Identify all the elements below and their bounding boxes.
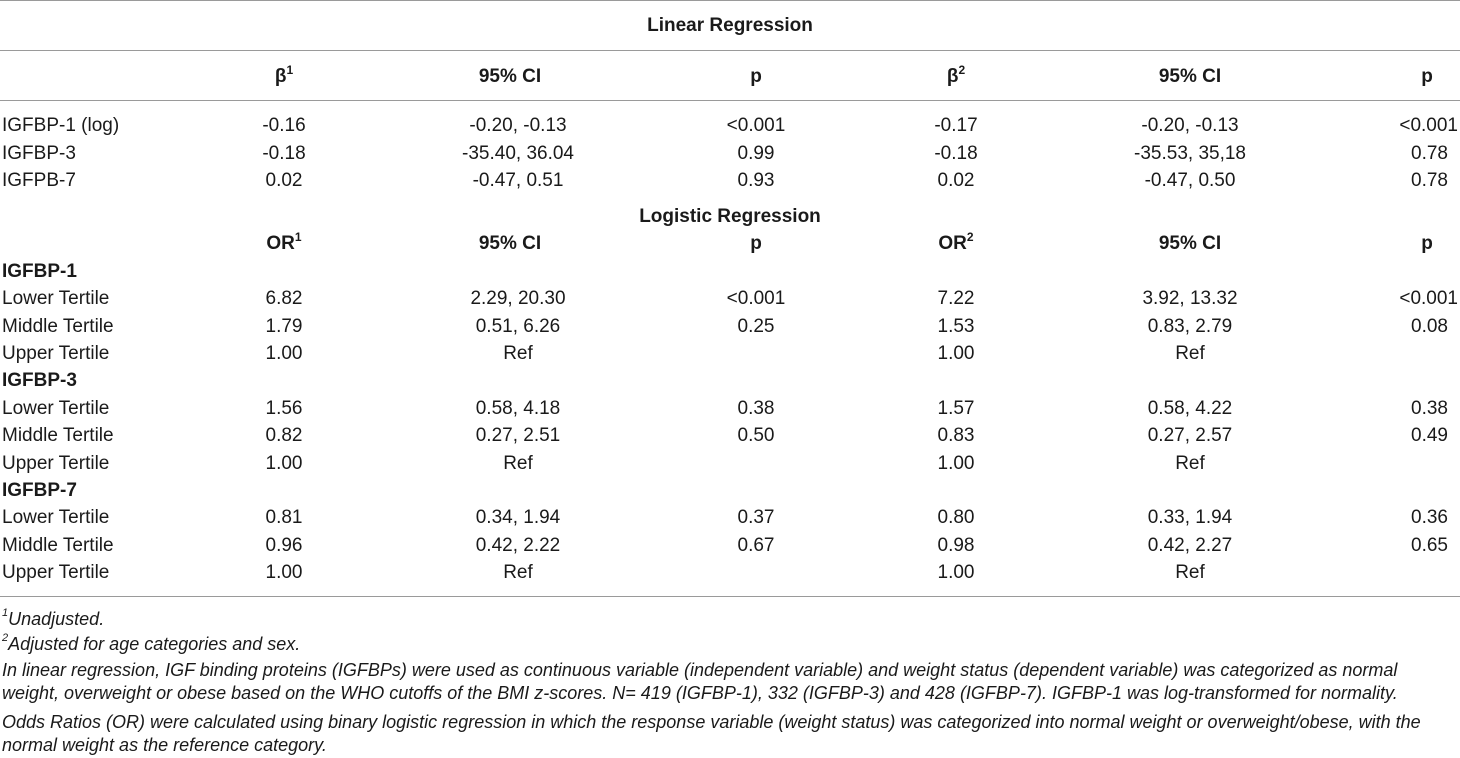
header-p2: p	[1421, 66, 1433, 87]
footnote-logistic-regression: Odds Ratios (OR) were calculated using binary logistic regression in which the response variable (weight status) was categorized into normal weight or overweight/obese, with the normal weight as the reference category.	[2, 712, 1421, 755]
cell-or1: 1.00	[265, 562, 303, 583]
cell-p2: 0.65	[1411, 535, 1448, 556]
cell-beta2: -0.17	[934, 115, 978, 136]
cell-p1: 0.67	[737, 535, 775, 556]
row-label: Upper Tertile	[2, 343, 110, 364]
group-name: IGFBP-7	[2, 480, 77, 501]
header-ci1: 95% CI	[478, 233, 542, 254]
cell-or2: 1.00	[937, 343, 975, 364]
table-top-rule	[0, 0, 1460, 1]
cell-ci1: 0.58, 4.18	[475, 398, 561, 419]
cell-ci2: 0.33, 1.94	[1147, 507, 1233, 528]
cell-p2: 0.78	[1411, 170, 1448, 191]
group-name: IGFBP-3	[2, 370, 77, 391]
header-or2: $OR^2$	[938, 229, 974, 254]
cell-beta2: 0.02	[937, 170, 975, 191]
row-label: Middle Tertile	[2, 535, 114, 556]
cell-or1: 0.81	[265, 507, 303, 528]
cell-p2: <0.001	[1399, 288, 1458, 309]
cell-ci2: Ref	[1175, 562, 1205, 583]
header-ci2: 95% CI	[1158, 66, 1222, 87]
cell-or2: 1.00	[937, 562, 975, 583]
cell-p1: 0.50	[737, 425, 775, 446]
cell-ci2: Ref	[1175, 343, 1205, 364]
cell-ci1: Ref	[503, 343, 533, 364]
table-mid-rule	[0, 50, 1460, 51]
cell-or2: 7.22	[937, 288, 975, 309]
cell-or1: 1.00	[265, 343, 303, 364]
cell-ci1: 0.34, 1.94	[475, 507, 561, 528]
cell-p1: 0.99	[737, 143, 775, 164]
footnote-linear-regression: In linear regression, IGF binding proteins (IGFBPs) were used as continuous variable (independent variable) and weight status (dependent variable) was categorized as normal weight, overweight or obese based on the WHO cutoffs of the BMI z-scores. N= 419 (IGFBP-1), 332 (IGFBP-3) and 428 (IGFBP-7). IGFBP-1 was log-transformed for normality.	[2, 660, 1398, 703]
row-label: IGFPB-7	[2, 170, 76, 191]
cell-ci2: -0.20, -0.13	[1141, 115, 1239, 136]
cell-ci1: -0.20, -0.13	[469, 115, 567, 136]
group-name: IGFBP-1	[2, 261, 77, 282]
cell-p2: 0.36	[1411, 507, 1448, 528]
cell-p2: 0.38	[1411, 398, 1448, 419]
footnote-2: $^2$Adjusted for age categories and sex.	[2, 632, 301, 654]
cell-ci2: Ref	[1175, 453, 1205, 474]
cell-p2: 0.08	[1411, 316, 1448, 337]
cell-p1: <0.001	[726, 288, 786, 309]
cell-or2: 1.57	[937, 398, 975, 419]
row-label: Upper Tertile	[2, 562, 110, 583]
row-label: Lower Tertile	[2, 288, 110, 309]
header-p1: p	[750, 66, 762, 87]
cell-or1: 0.82	[265, 425, 303, 446]
header-beta2: $\beta^2$	[946, 62, 966, 87]
cell-beta1: -0.16	[262, 115, 306, 136]
cell-p1: 0.93	[737, 170, 775, 191]
cell-p1: 0.25	[737, 316, 775, 337]
row-label: IGFBP-1 (log)	[2, 115, 120, 136]
cell-ci1: -35.40, 36.04	[462, 143, 574, 164]
logistic-regression-title: Logistic Regression	[639, 206, 821, 227]
cell-or1: 1.56	[265, 398, 303, 419]
cell-ci2: 0.58, 4.22	[1147, 398, 1233, 419]
cell-ci1: Ref	[503, 562, 533, 583]
linear-regression-title: Linear Regression	[647, 15, 813, 36]
cell-ci2: 0.83, 2.79	[1147, 316, 1233, 337]
cell-beta2: -0.18	[934, 143, 978, 164]
cell-ci2: 0.42, 2.27	[1147, 535, 1233, 556]
cell-p1: 0.38	[737, 398, 775, 419]
header-ci1: 95% CI	[478, 66, 542, 87]
cell-ci2: 3.92, 13.32	[1142, 288, 1238, 309]
cell-ci1: -0.47, 0.51	[472, 170, 564, 191]
footnote-1: $^1$Unadjusted.	[2, 607, 105, 629]
cell-ci1: 0.51, 6.26	[475, 316, 561, 337]
cell-or2: 1.00	[937, 453, 975, 474]
cell-p2: 0.49	[1411, 425, 1448, 446]
row-label: IGFBP-3	[2, 143, 76, 164]
cell-ci2: 0.27, 2.57	[1147, 425, 1233, 446]
row-label: Upper Tertile	[2, 453, 110, 474]
cell-or1: 1.00	[265, 453, 303, 474]
cell-or1: 0.96	[265, 535, 303, 556]
header-p1: p	[750, 233, 762, 254]
cell-ci1: Ref	[503, 453, 533, 474]
cell-beta1: -0.18	[262, 143, 306, 164]
row-label: Middle Tertile	[2, 425, 114, 446]
cell-or1: 6.82	[265, 288, 303, 309]
header-p2: p	[1421, 233, 1433, 254]
cell-ci2: -35.53, 35,18	[1134, 143, 1246, 164]
row-label: Lower Tertile	[2, 398, 110, 419]
header-beta1: $\beta^1$	[274, 62, 294, 87]
cell-ci1: 0.42, 2.22	[475, 535, 561, 556]
cell-beta1: 0.02	[265, 170, 303, 191]
header-or1: $OR^1$	[266, 229, 302, 254]
cell-ci2: -0.47, 0.50	[1144, 170, 1236, 191]
cell-or2: 0.80	[937, 507, 975, 528]
header-ci2: 95% CI	[1158, 233, 1222, 254]
cell-p1: <0.001	[726, 115, 786, 136]
cell-p2: <0.001	[1399, 115, 1458, 136]
cell-or1: 1.79	[265, 316, 303, 337]
row-label: Middle Tertile	[2, 316, 114, 337]
row-label: Lower Tertile	[2, 507, 110, 528]
cell-ci1: 2.29, 20.30	[470, 288, 566, 309]
header-rule	[0, 100, 1460, 101]
cell-or2: 0.83	[937, 425, 975, 446]
cell-ci1: 0.27, 2.51	[475, 425, 561, 446]
cell-or2: 0.98	[937, 535, 975, 556]
cell-or2: 1.53	[937, 316, 975, 337]
cell-p1: 0.37	[737, 507, 775, 528]
table-bottom-rule	[0, 596, 1460, 597]
cell-p2: 0.78	[1411, 143, 1448, 164]
